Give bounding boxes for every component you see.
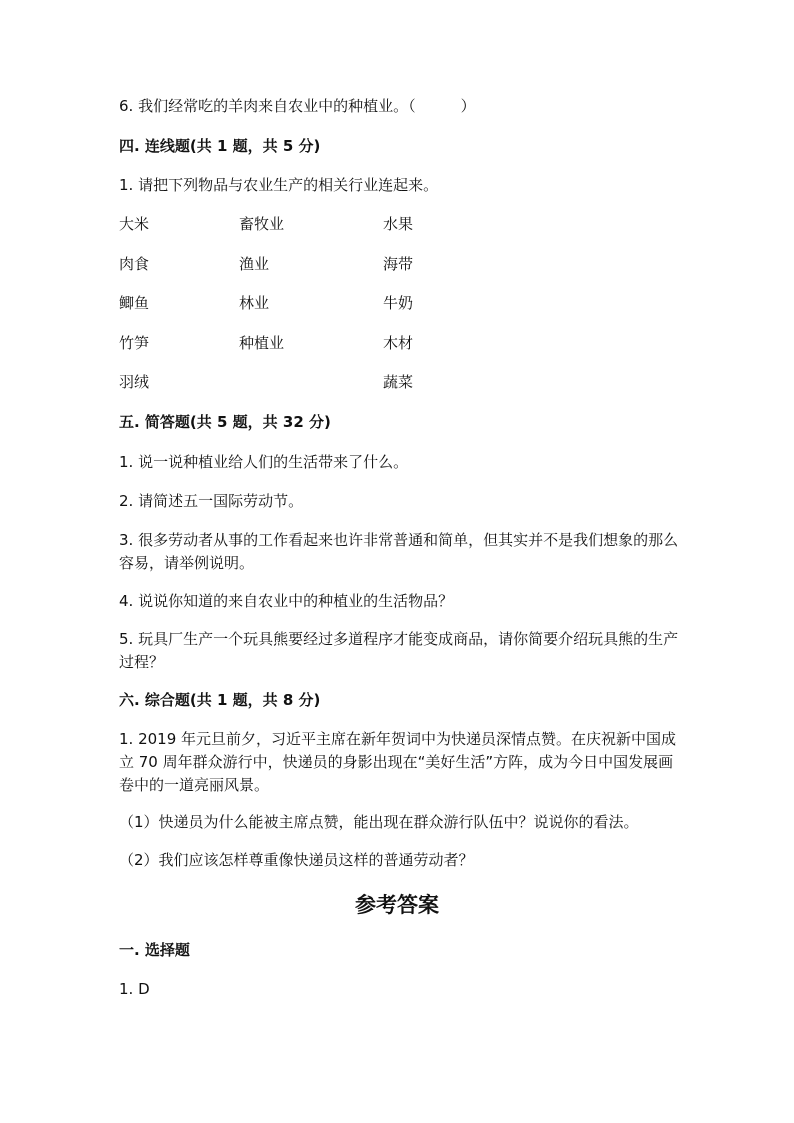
section-5-heading: 五. 简答题(共 5 题，共 32 分) [119, 413, 331, 431]
comprehensive-question-1: 1. 2019 年元旦前夕，习近平主席在新年贺词中为快递员深情点赞。在庆祝新中国成立 70 周年群众游行中，快递员的身影出现在“美好生活”方阵，成为今日中国发展画卷中的一道亮丽风景。 [119, 730, 677, 794]
matching-right-item: 木材 [383, 334, 414, 352]
matching-left-item: 鲫鱼 [119, 294, 150, 312]
short-answer-question-5: 5. 玩具厂生产一个玩具熊要经过多道程序才能变成商品，请你简要介绍玩具熊的生产过程？ [119, 630, 679, 671]
section-6-heading: 六. 综合题(共 1 题，共 8 分) [119, 691, 321, 709]
answer-1: 1. D [119, 980, 150, 998]
comprehensive-subquestion-1: （1）快递员为什么能被主席点赞，能出现在群众游行队伍中？说说你的看法。 [119, 813, 639, 831]
short-answer-question-1: 1. 说一说种植业给人们的生活带来了什么。 [119, 453, 409, 471]
matching-right-item: 蔬菜 [383, 373, 414, 391]
short-answer-question-3: 3. 很多劳动者从事的工作看起来也许非常普通和简单，但其实并不是我们想象的那么容易，请举例说明。 [119, 531, 679, 572]
comprehensive-subquestion-2: （2）我们应该怎样尊重像快递员这样的普通劳动者？ [119, 851, 474, 869]
matching-left-item: 竹笋 [119, 334, 150, 352]
answers-section-1-heading: 一. 选择题 [119, 941, 190, 959]
section-4-heading: 四. 连线题(共 1 题，共 5 分) [119, 137, 321, 155]
true-false-question-6: 6. 我们经常吃的羊肉来自农业中的种植业。（ ） [119, 97, 476, 115]
matching-right-item: 牛奶 [383, 294, 414, 312]
matching-left-item: 羽绒 [119, 373, 150, 391]
matching-right-item: 海带 [383, 255, 414, 273]
matching-middle-item: 渔业 [239, 255, 270, 273]
matching-middle-item: 种植业 [239, 334, 285, 352]
short-answer-question-4: 4. 说说你知道的来自农业中的种植业的生活物品？ [119, 592, 454, 610]
matching-left-item: 肉食 [119, 255, 150, 273]
answers-title: 参考答案 [355, 893, 439, 917]
matching-left-item: 大米 [119, 215, 150, 233]
short-answer-question-2: 2. 请简述五一国际劳动节。 [119, 492, 304, 510]
matching-middle-item: 林业 [239, 294, 270, 312]
matching-middle-item: 畜牧业 [239, 215, 285, 233]
matching-right-item: 水果 [383, 215, 414, 233]
matching-question-1: 1. 请把下列物品与农业生产的相关行业连起来。 [119, 176, 439, 194]
